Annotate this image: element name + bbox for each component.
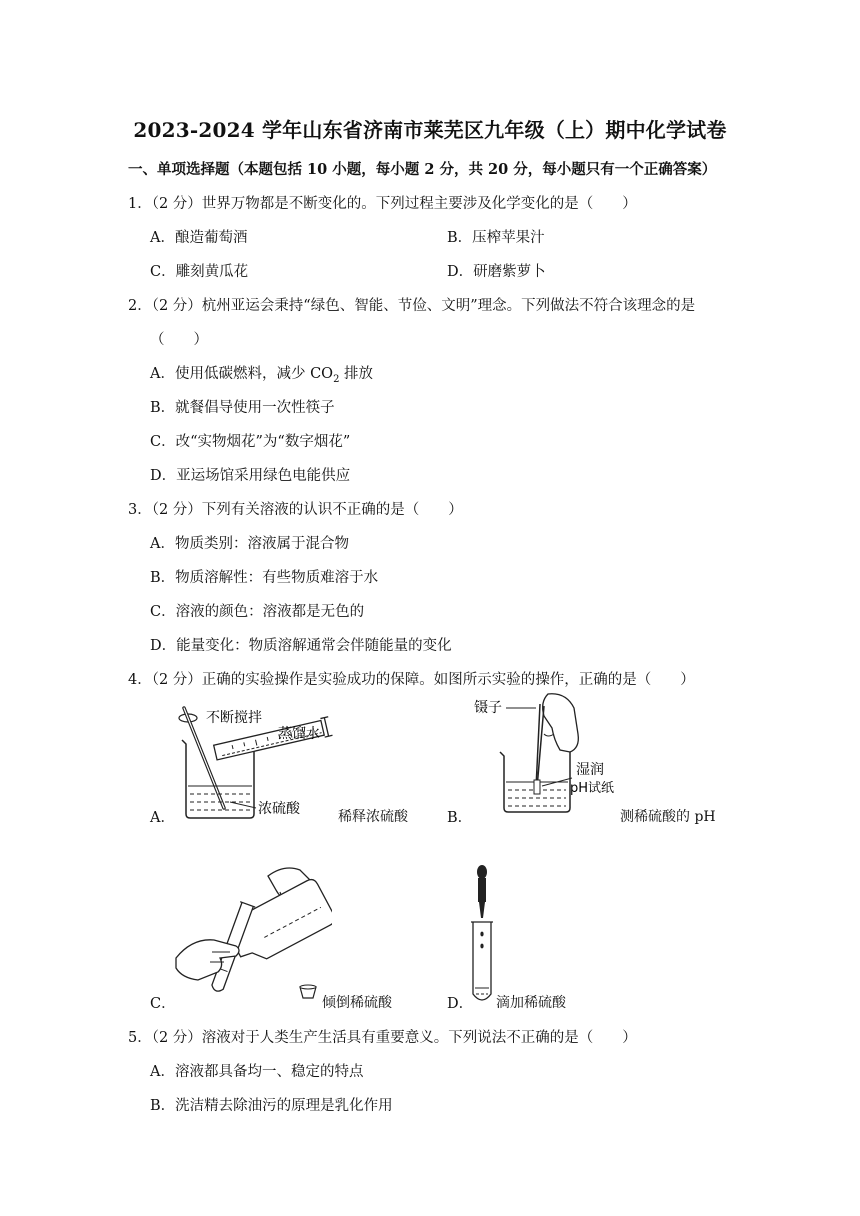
q4-option-b-caption: 测稀硫酸的 pH (620, 809, 716, 825)
question-4-stem: 4．（2 分）正确的实验操作是实验成功的保障。如图所示实验的操作，正确的是（ ） (128, 672, 695, 688)
section-heading: 一、单项选择题（本题包括 10 小题，每小题 2 分，共 20 分，每小题只有一个正确答案） (128, 161, 717, 178)
q3-option-b: B．物质溶解性：有些物质难溶于水 (150, 570, 379, 586)
q2-option-c: C．改“实物烟花”为“数字烟花” (150, 434, 351, 450)
q3-option-c: C．溶液的颜色：溶液都是无色的 (150, 604, 365, 620)
question-2-stem: 2．（2 分）杭州亚运会秉持“绿色、智能、节俭、文明”理念。下列做法不符合该理念的是 (128, 298, 696, 314)
question-1-stem: 1．（2 分）世界万物都是不断变化的。下列过程主要涉及化学变化的是（ ） (128, 196, 637, 212)
q4-option-a-caption: 稀释浓硫酸 (338, 809, 408, 825)
label-conc-acid: 浓硫酸 (258, 801, 300, 817)
q3-option-a: A．物质类别：溶液属于混合物 (150, 536, 349, 552)
dropper-figure (468, 862, 504, 1010)
question-3-stem: 3．（2 分）下列有关溶液的认识不正确的是（ ） (128, 502, 463, 518)
q2-option-b: B．就餐倡导使用一次性筷子 (150, 400, 335, 416)
q2-option-d: D．亚运场馆采用绿色电能供应 (150, 468, 351, 484)
q2-option-a: A．使用低碳燃料，减少 $CO_2$ 排放 (150, 366, 374, 385)
label-ph-paper: pH试纸 (570, 781, 615, 796)
q1-option-b: B．压榨苹果汁 (447, 230, 545, 246)
label-stir: 不断搅拌 (206, 710, 262, 726)
q1-option-a: A．酿造葡萄酒 (150, 230, 248, 246)
label-distilled-water: 蒸馏水 (278, 726, 320, 742)
question-5-stem: 5．（2 分）溶液对于人类生产生活具有重要意义。下列说法不正确的是（ ） (128, 1030, 637, 1046)
q4-option-a-letter: A． (150, 810, 175, 826)
q5-option-a: A．溶液都具备均一、稳定的特点 (150, 1064, 364, 1080)
q4-option-d-letter: D． (447, 996, 474, 1012)
q4-option-d-caption: 滴加稀硫酸 (496, 995, 566, 1011)
q4-option-c-letter: C． (150, 996, 176, 1012)
bottle-stopper-icon (298, 984, 318, 1000)
page-title: 2023-2024 学年山东省济南市莱芜区九年级（上）期中化学试卷 (133, 118, 727, 142)
q5-option-b: B．洗洁精去除油污的原理是乳化作用 (150, 1098, 393, 1114)
q4-option-c-caption: 倾倒稀硫酸 (322, 995, 392, 1011)
q1-option-d: D．研磨紫萝卜 (447, 264, 546, 280)
q4-option-b-letter: B． (447, 810, 473, 826)
ph-test-figure (470, 690, 630, 815)
q3-option-d: D．能量变化：物质溶解通常会伴随能量的变化 (150, 638, 452, 654)
label-wet: 湿润 (576, 762, 604, 778)
question-2-stem-cont: （ ） (150, 332, 208, 348)
q1-option-c: C．雕刻黄瓜花 (150, 264, 249, 280)
label-tweezers: 镊子 (474, 700, 502, 716)
diluting-acid-figure (172, 700, 342, 825)
